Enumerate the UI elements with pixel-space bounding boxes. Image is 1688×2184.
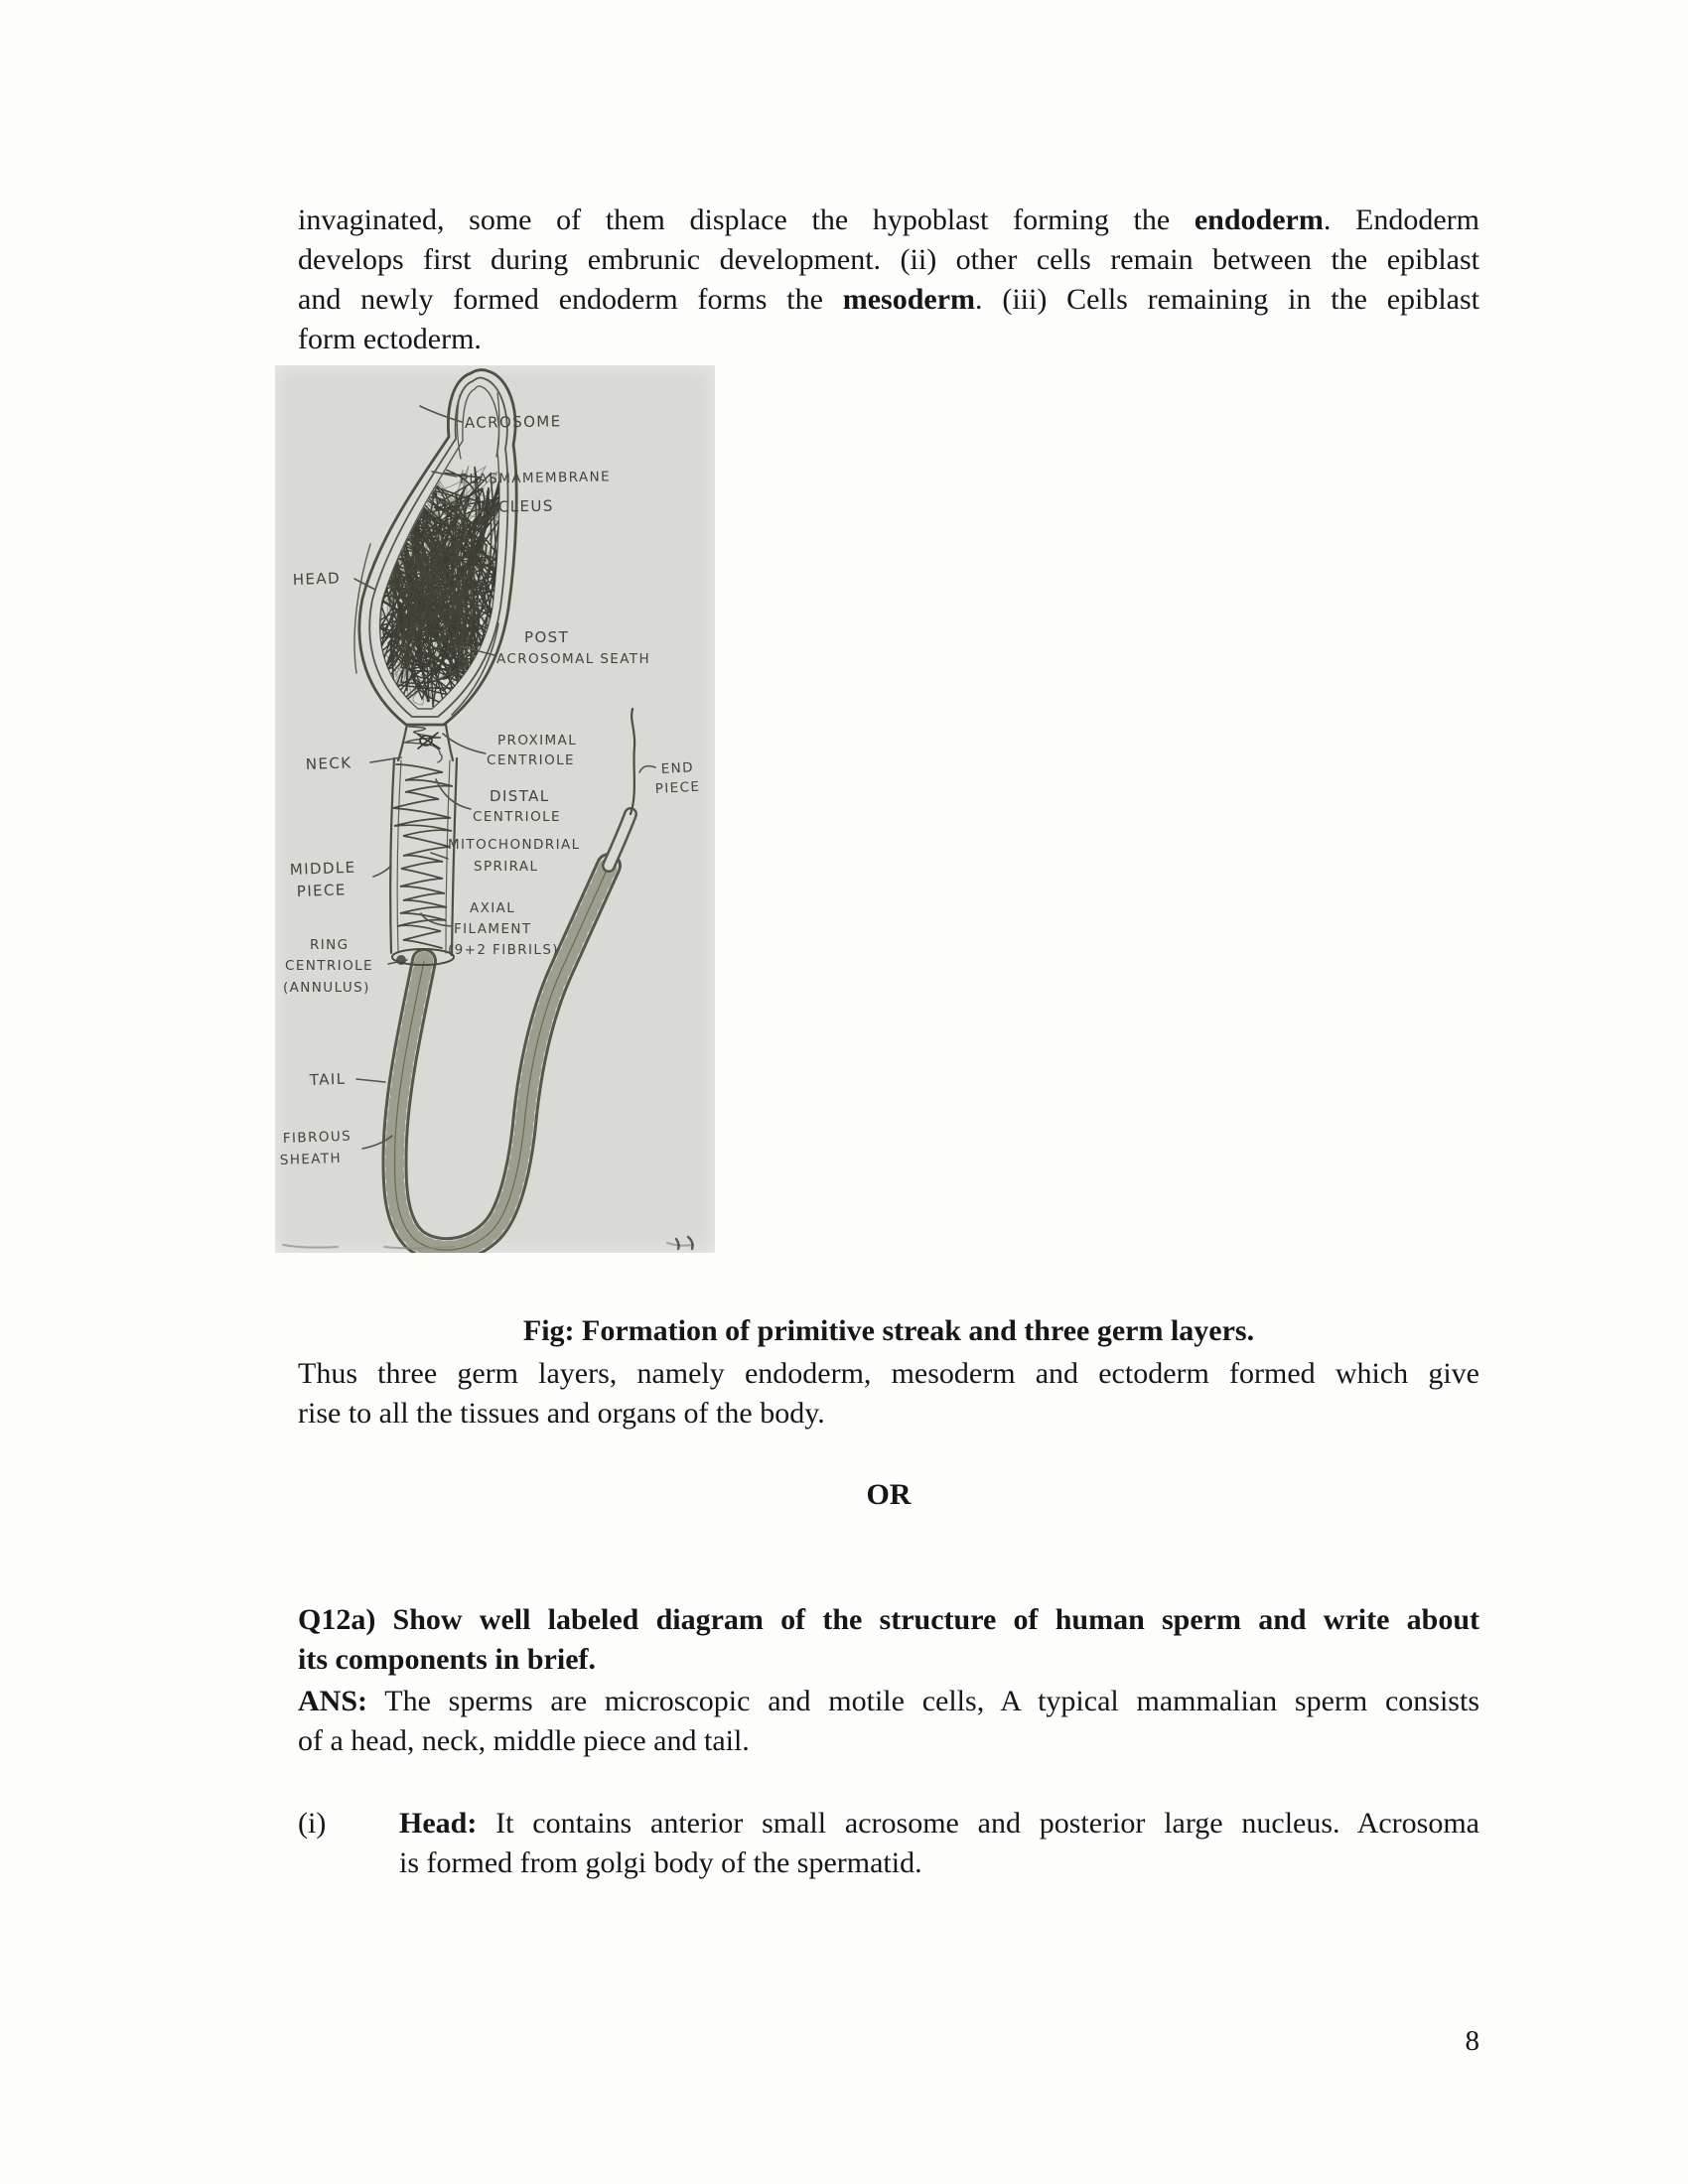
head-label: Head: — [399, 1807, 478, 1840]
label-axial-filament-1: AXIAL — [470, 900, 516, 916]
label-mitochondrial-2: SPRIRAL — [474, 859, 539, 875]
middle-piece-left-edge — [390, 758, 394, 953]
paragraph-line — [298, 201, 1479, 240]
label-axial-filament-2: FILAMENT — [454, 921, 532, 937]
label-distal-centriole-1: DISTAL — [490, 787, 550, 805]
label-ring-centriole-1: RING — [310, 937, 350, 953]
middle-piece-left-inner — [397, 760, 401, 951]
list-item-line: is formed from golgi body of the spermatid. — [399, 1846, 922, 1879]
answer-block — [298, 1682, 1479, 1761]
label-post-acrosomal-2: ACROSOMAL SEATH — [496, 651, 651, 667]
text-run: invaginated, some of them displace the hypoblast forming the — [298, 204, 1195, 236]
text-run: The sperms are microscopic and motile cells, A typical mammalian sperm consists — [367, 1685, 1479, 1717]
list-item-line — [298, 1804, 1479, 1843]
question-q12a — [298, 1600, 1479, 1680]
label-distal-centriole-2: CENTRIOLE — [473, 809, 561, 825]
ans-label: ANS: — [298, 1685, 368, 1717]
label-proximal-centriole-2: CENTRIOLE — [487, 752, 575, 768]
label-head: HEAD — [292, 569, 342, 589]
paragraph-line: develops first during embrunic development. (ii) other cells remain between the epiblast — [298, 243, 1479, 276]
page-number: 8 — [1465, 2025, 1479, 2057]
sperm-diagram-svg — [275, 365, 715, 1253]
label-ring-centriole-2: CENTRIOLE — [285, 958, 373, 974]
paragraph-line — [298, 280, 1479, 320]
label-middle-piece-1: MIDDLE — [289, 858, 356, 879]
list-item-head — [298, 1804, 1479, 1883]
paragraph-germ-layers — [298, 201, 1479, 359]
label-post-acrosomal-1: POST — [524, 628, 570, 646]
pencil-texture — [360, 461, 509, 948]
label-ring-centriole-3: (ANNULUS) — [283, 980, 370, 996]
paragraph-line: form ectoderm. — [298, 323, 482, 355]
middle-piece-right-inner — [446, 760, 450, 953]
text-run: and newly formed endoderm forms the — [298, 283, 843, 316]
text-run: It contains anterior small acrosome and posterior large nucleus. Acrosoma — [477, 1807, 1479, 1840]
label-fibrous-sheath-2: SHEATH — [279, 1150, 343, 1168]
diagram-labels — [280, 412, 701, 1168]
paragraph-conclusion — [298, 1354, 1479, 1433]
neck-right-line — [446, 725, 453, 760]
sperm-diagram-figure — [275, 365, 715, 1253]
label-middle-piece-2: PIECE — [296, 881, 348, 900]
corner-mark — [676, 1237, 693, 1249]
label-tail: TAIL — [309, 1069, 347, 1089]
end-piece-line — [631, 709, 634, 814]
text-run: . Endoderm — [1323, 204, 1479, 236]
list-marker: (i) — [298, 1807, 327, 1840]
question-line: Q12a) Show well labeled diagram of the structure of human sperm and write about — [298, 1603, 1479, 1636]
label-proximal-centriole-1: PROXIMAL — [497, 733, 578, 749]
text-run-bold-endoderm: endoderm — [1194, 204, 1324, 236]
leader-mitochondrial — [431, 853, 448, 859]
label-nucleus: NUCLEUS — [473, 496, 554, 516]
question-line: its components in brief. — [298, 1643, 596, 1676]
label-plasma-membrane: PLASMAMEMBRANE — [459, 469, 612, 487]
label-axial-filament-3: (9+2 FIBRILS) — [448, 942, 559, 958]
label-neck: NECK — [305, 753, 352, 773]
leader-end-piece — [639, 766, 655, 772]
leader-neck — [370, 757, 401, 762]
label-end-piece-2: PIECE — [654, 778, 701, 797]
answer-line — [298, 1682, 1479, 1721]
or-divider: OR — [866, 1478, 912, 1511]
figure-caption: Fig: Formation of primitive streak and three germ layers. — [522, 1314, 1255, 1347]
answer-line: of a head, neck, middle piece and tail. — [298, 1724, 750, 1757]
label-acrosome: ACROSOME — [464, 412, 562, 432]
label-end-piece-1: END — [660, 759, 695, 777]
paragraph-line: rise to all the tissues and organs of the body. — [298, 1397, 825, 1430]
text-run-bold-mesoderm: mesoderm — [842, 283, 976, 316]
leader-middle-piece — [373, 866, 391, 877]
label-fibrous-sheath-1: FIBROUS — [282, 1128, 352, 1147]
leader-tail — [356, 1079, 385, 1082]
paragraph-line: Thus three germ layers, namely endoderm, mesoderm and ectoderm formed which give — [298, 1357, 1479, 1390]
text-run: . (iii) Cells remaining in the epiblast — [975, 283, 1480, 316]
label-mitochondrial-1: MITOCHONDRIAL — [448, 837, 581, 853]
